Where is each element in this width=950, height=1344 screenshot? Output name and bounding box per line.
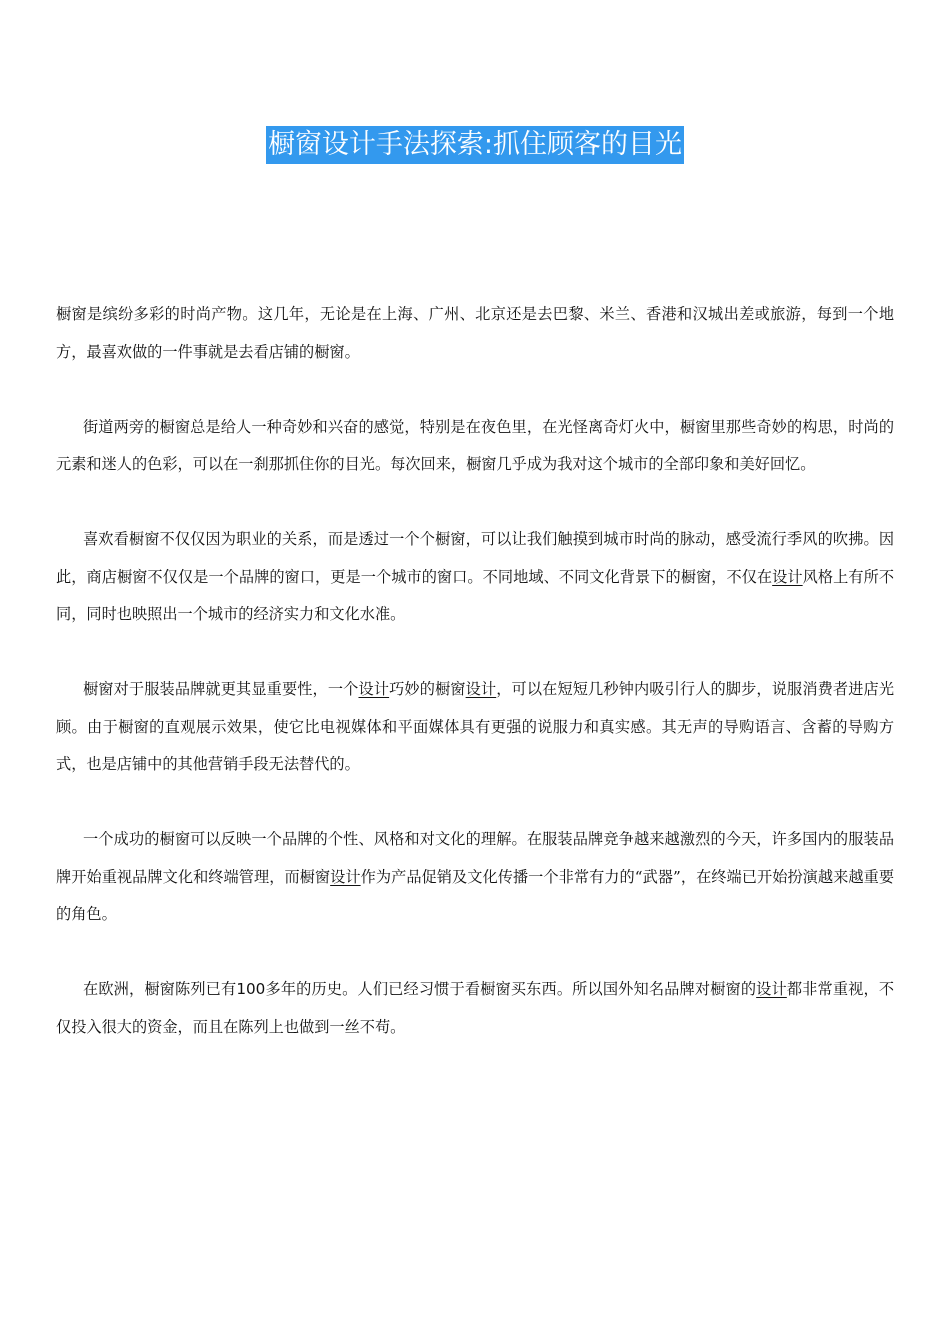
design-link[interactable]: 设计 xyxy=(756,980,787,998)
paragraph-3 xyxy=(56,521,894,634)
paragraph-5 xyxy=(56,821,894,934)
paragraph-1-text: 橱窗是缤纷多彩的时尚产物。这几年，无论是在上海、广州、北京还是去巴黎、米兰、香港和汉城出差或旅游，每到一个地方，最喜欢做的一件事就是去看店铺的橱窗。 xyxy=(56,305,894,361)
paragraph-4-text-b: 巧妙的橱窗 xyxy=(389,680,466,698)
paragraph-2 xyxy=(56,409,894,484)
title-container xyxy=(0,126,950,164)
design-link[interactable]: 设计 xyxy=(358,680,390,698)
paragraph-4-text-a: 橱窗对于服装品牌就更其显重要性，一个 xyxy=(83,680,359,698)
paragraph-6 xyxy=(56,971,894,1046)
page-title[interactable]: 橱窗设计手法探索:抓住顾客的目光 xyxy=(266,126,684,164)
article-body xyxy=(56,296,894,1084)
design-link[interactable]: 设计 xyxy=(772,567,803,586)
paragraph-6-text-b: 多年的历史。人们已经习惯于看橱窗买东西。所以国外知名品牌对橱窗的 xyxy=(265,980,757,998)
design-link[interactable]: 设计 xyxy=(465,680,497,698)
paragraph-3-text-a: 喜欢看橱窗不仅仅因为职业的关系，而是透过一个个橱窗，可以让我们触摸到城市时尚的脉动，感受流行季风的吹拂。因此，商店橱窗不仅仅是一个品牌的窗口，更是一个城市的窗口。不同地域、不同文化背景下的橱窗，不仅在 xyxy=(56,530,894,586)
paragraph-5-text-a: 一个成功的橱窗可以反映一个品牌的个性、风格和对文化的理解。在服装品牌竞争越来越激烈的今天，许多国内的服装品牌开始重视品牌文化和终端管理，而橱窗 xyxy=(56,830,894,886)
paragraph-6-text-a: 在欧洲，橱窗陈列已有 xyxy=(83,980,237,998)
design-link[interactable]: 设计 xyxy=(330,867,361,886)
paragraph-3-text-b: 风格上有所不同，同时也映照出一个城市的经济实力和文化水准。 xyxy=(56,567,895,623)
paragraph-6-text-c: 都非常重视，不仅投入很大的资金，而且在陈列上也做到一丝不苟。 xyxy=(56,980,895,1036)
paragraph-4-text-c: ，可以在短短几秒钟内吸引行人的脚步，说服消费者进店光顾。由于橱窗的直观展示效果，使它比电视媒体和平面媒体具有更强的说服力和真实感。其无声的导购语言、含蓄的导购方式，也是店铺中的其他营销手段无法替代的。 xyxy=(56,680,895,773)
paragraph-6-number: 100 xyxy=(236,980,266,998)
paragraph-5-text-b: 作为产品促销及文化传播一个非常有力的“武器”，在终端已开始扮演越来越重要的角色。 xyxy=(56,867,895,923)
paragraph-4 xyxy=(56,671,894,784)
paragraph-1 xyxy=(56,296,894,371)
paragraph-2-text: 街道两旁的橱窗总是给人一种奇妙和兴奋的感觉，特别是在夜色里，在光怪离奇灯火中，橱窗里那些奇妙的构思，时尚的元素和迷人的色彩，可以在一刹那抓住你的目光。每次回来，橱窗几乎成为我对这个城市的全部印象和美好回忆。 xyxy=(56,417,894,473)
